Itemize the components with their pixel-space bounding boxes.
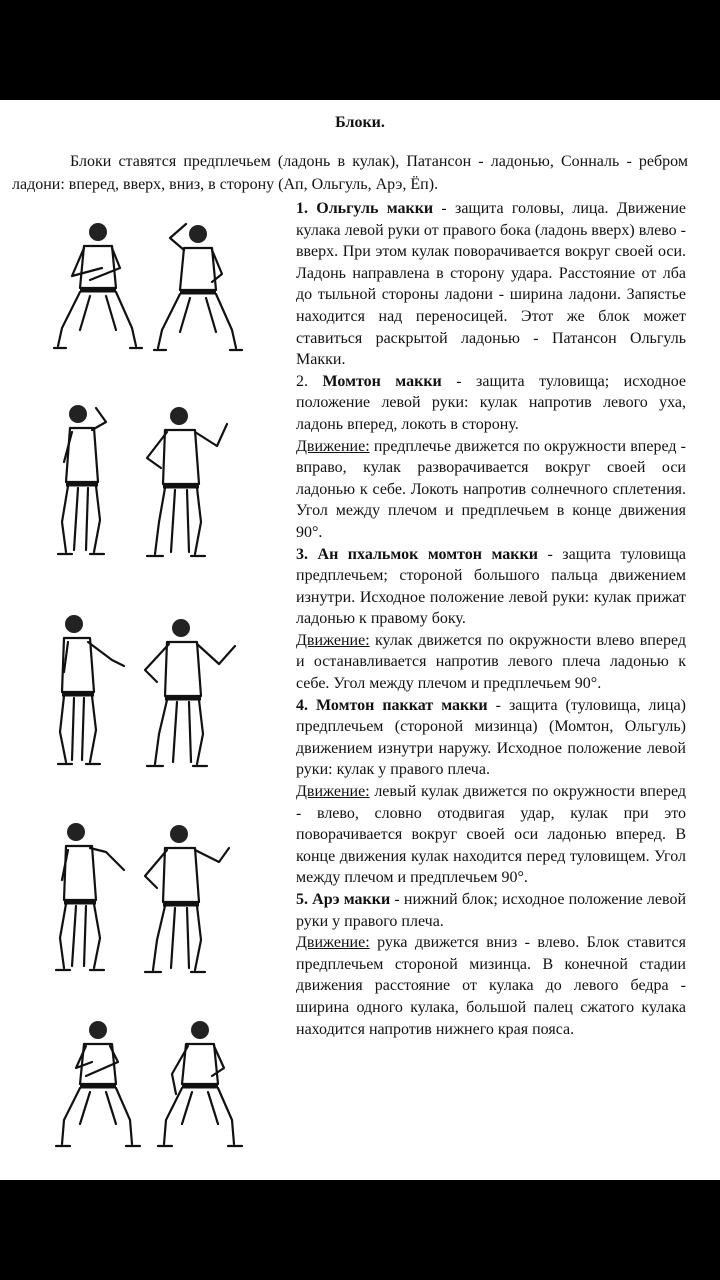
block-2-move-label: Движение: (296, 437, 370, 455)
block-4-heading: 4. Момтон паккат макки (296, 696, 488, 714)
block-3 (296, 544, 686, 630)
block-3-text: - защита туловища предплечьем; стороной большого пальца движением изнутри. Исходное положение левой руки: кулак прижат ладонью к правому боку. (296, 545, 686, 628)
block-3-move-label: Движение: (296, 631, 370, 649)
block-5-move-label: Движение: (296, 934, 370, 952)
block-2-text: - защита туловища; исходное положение левой руки: кулак напротив левого уха, ладонь вперед, локоть в сторону. (296, 372, 687, 433)
blocks-text (296, 198, 686, 1040)
intro-paragraph (12, 150, 688, 196)
block-5-heading: 5. Арэ макки (296, 891, 391, 908)
block-2-heading: Момтон макки (322, 372, 442, 390)
block-5 (296, 889, 686, 932)
momton-makki-start-figure (50, 402, 130, 562)
momton-pakkat-end-figure (135, 818, 245, 978)
momton-makki-end-figure (135, 402, 245, 562)
block-3-heading: 3. Ан пхальмок момтон макки (296, 545, 538, 563)
block-4-text: - защита (туловища, лица) предплечьем (стороной мизинца) (Момтон, Ольгуль) движением изнутри наружу. Исходное положение левой руки: кулак у правого плеча. (296, 696, 687, 779)
block-2-num: 2. (296, 372, 323, 390)
intro-text: Блоки ставятся предплечьем (ладонь в кулак), Патансон - ладонью, Сонналь - ребром ладони: вперед, вверх, вниз, в сторону (Ап, Ольгуль, Арэ, Ёп). (12, 153, 688, 193)
document-page (0, 100, 720, 1180)
olgul-makki-end-figure (150, 218, 245, 358)
block-4-movement (296, 781, 686, 889)
block-1-text: - защита головы, лица. Движение кулака левой руки от правого бока (ладонь вверх) влево - вверх. При этом кулак поворачивается вокруг своей оси. Ладонь направлена в сторону удара. Расстояние от лба до тыльной стороны ладони - ширина ладони. Запястье находится над переносицей. Этот же блок может ставиться раскрытой ладонью - Патансон Ольгуль Макки. (296, 200, 687, 369)
block-3-movement (296, 630, 686, 695)
block-1-heading: 1. Ольгуль макки (296, 200, 434, 217)
block-4-move-label: Движение: (296, 783, 370, 801)
block-2-movement (296, 436, 686, 544)
block-3-move-text: кулак движется по окружности влево вперед и останавливается напротив левого плеча ладонью к себе. Угол между плечом и предплечьем 90°. (296, 631, 686, 693)
olgul-makki-start-figure (50, 218, 145, 358)
an-phalmok-end-figure (135, 612, 245, 772)
block-5-movement (296, 932, 686, 1040)
momton-pakkat-start-figure (50, 818, 135, 978)
are-makki-start-figure (52, 1018, 142, 1158)
block-1 (296, 198, 686, 371)
an-phalmok-start-figure (50, 612, 135, 772)
page-title: Блоки. (335, 114, 385, 131)
block-5-move-text: рука движется вниз - влево. Блок ставится предплечьем стороной мизинца. В конечной стадии движения расстояние от кулака до левого бедра - ширина одного кулака, большой палец сжатого кулака находится напротив нижнего края пояса. (296, 934, 686, 1038)
block-2-move-text: предплечье движется по окружности вперед - вправо, кулак разворачивается вокруг своей оси ладонью к себе. Локоть напротив солнечного сплетения. Угол между плечом и предплечьем в конце движения 90°. (296, 437, 686, 541)
are-makki-end-figure (150, 1018, 245, 1158)
block-5-text: - нижний блок; исходное положение левой руки у правого плеча. (296, 891, 687, 930)
block-4-move-text: левый кулак движется по окружности вперед - влево, словно отодвигая удар, кулак при это поворачивается вокруг своей оси ладонью вперед. В конце движения кулак находится перед туловищем. Угол между плечом и предплечьем 90°. (296, 783, 686, 887)
block-4 (296, 695, 686, 781)
block-2 (296, 371, 686, 436)
